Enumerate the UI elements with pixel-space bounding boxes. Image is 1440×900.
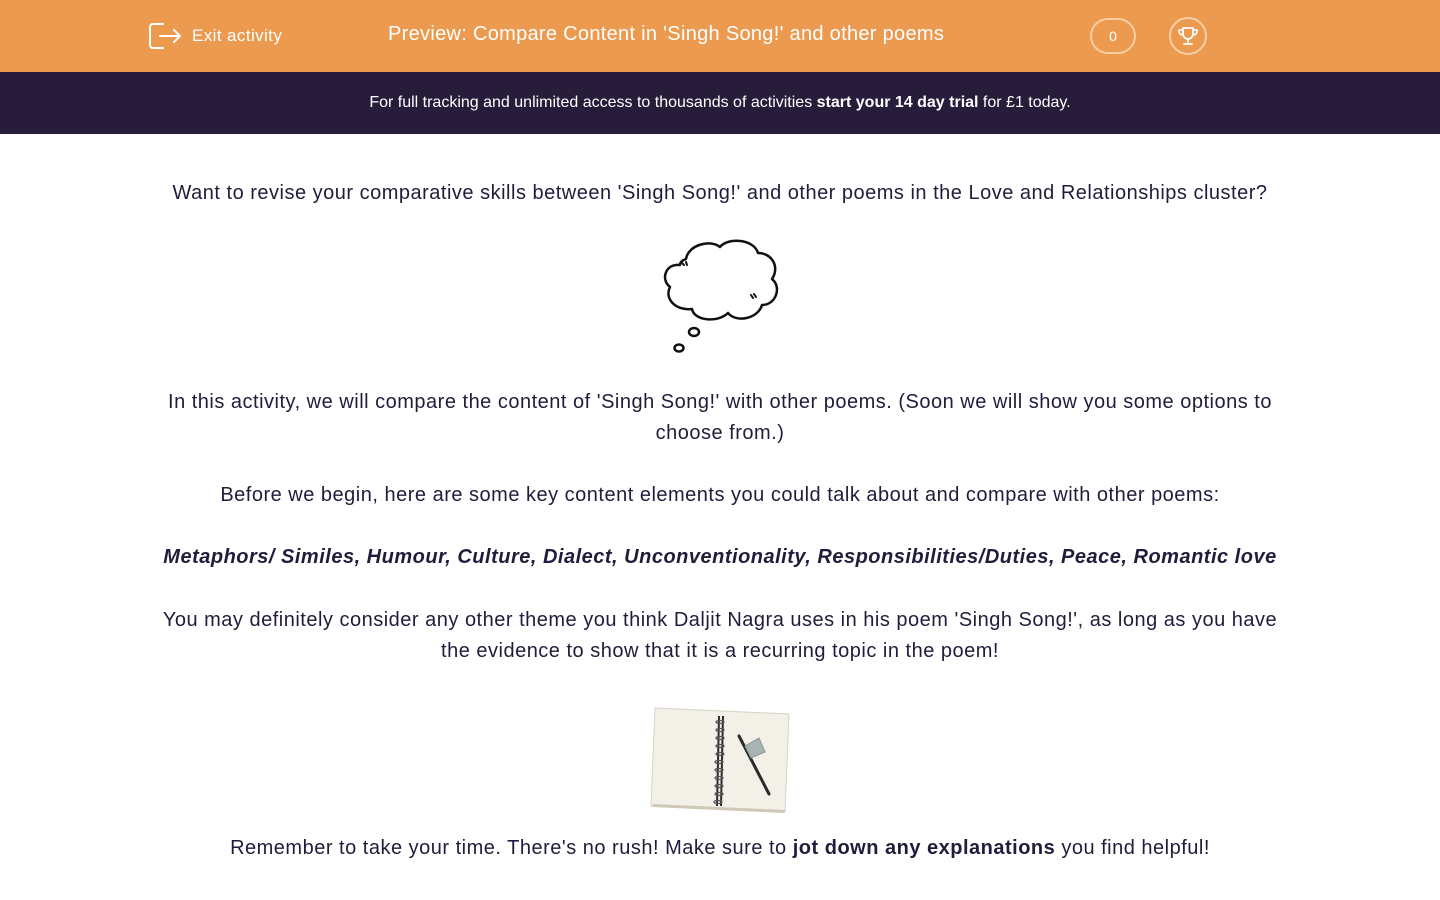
- notebook-image: [649, 706, 791, 814]
- promo-text-end: for £1 today.: [978, 94, 1071, 111]
- trophy-button[interactable]: [1169, 17, 1207, 55]
- thought-bubble-image: [658, 237, 782, 355]
- consider-text: You may definitely consider any other theme you think Daljit Nagra uses in his poem 'Singh Song!', as long as you have the evidence to show that it is a recurring topic in the poem!: [162, 609, 1278, 662]
- intro-text: Want to revise your comparative skills between 'Singh Song!' and other poems in the Love and Relationships cluster?: [172, 182, 1268, 204]
- exit-icon: [149, 22, 182, 50]
- remember-text-start: Remember to take your time. There's no rush! Make sure to: [230, 837, 793, 859]
- activity-content: [150, 178, 1290, 864]
- score-badge: 0: [1090, 18, 1136, 54]
- trophy-icon: [1177, 25, 1199, 47]
- remember-emphasis: jot down any explanations: [792, 837, 1056, 859]
- page-title: Preview: Compare Content in 'Singh Song!' and other poems: [388, 23, 945, 45]
- top-bar: [0, 0, 1440, 72]
- exit-activity-label: Exit activity: [192, 26, 283, 45]
- trial-link[interactable]: start your 14 day trial: [816, 94, 979, 111]
- remember-text: [150, 833, 1290, 864]
- themes-list: Metaphors/ Similes, Humour, Culture, Dialect, Unconventionality, Responsibilities/Duties, Peace, Romantic love: [163, 546, 1277, 568]
- activity-description: In this activity, we will compare the content of 'Singh Song!' with other poems. (Soon we will show you some options to choose from.): [168, 391, 1272, 444]
- remember-text-end: you find helpful!: [1055, 837, 1210, 859]
- promo-banner: [0, 72, 1440, 134]
- exit-activity-button[interactable]: [149, 20, 282, 52]
- promo-text-start: For full tracking and unlimited access to thousands of activities: [369, 94, 817, 111]
- before-begin-text: Before we begin, here are some key content elements you could talk about and compare with other poems:: [220, 484, 1220, 506]
